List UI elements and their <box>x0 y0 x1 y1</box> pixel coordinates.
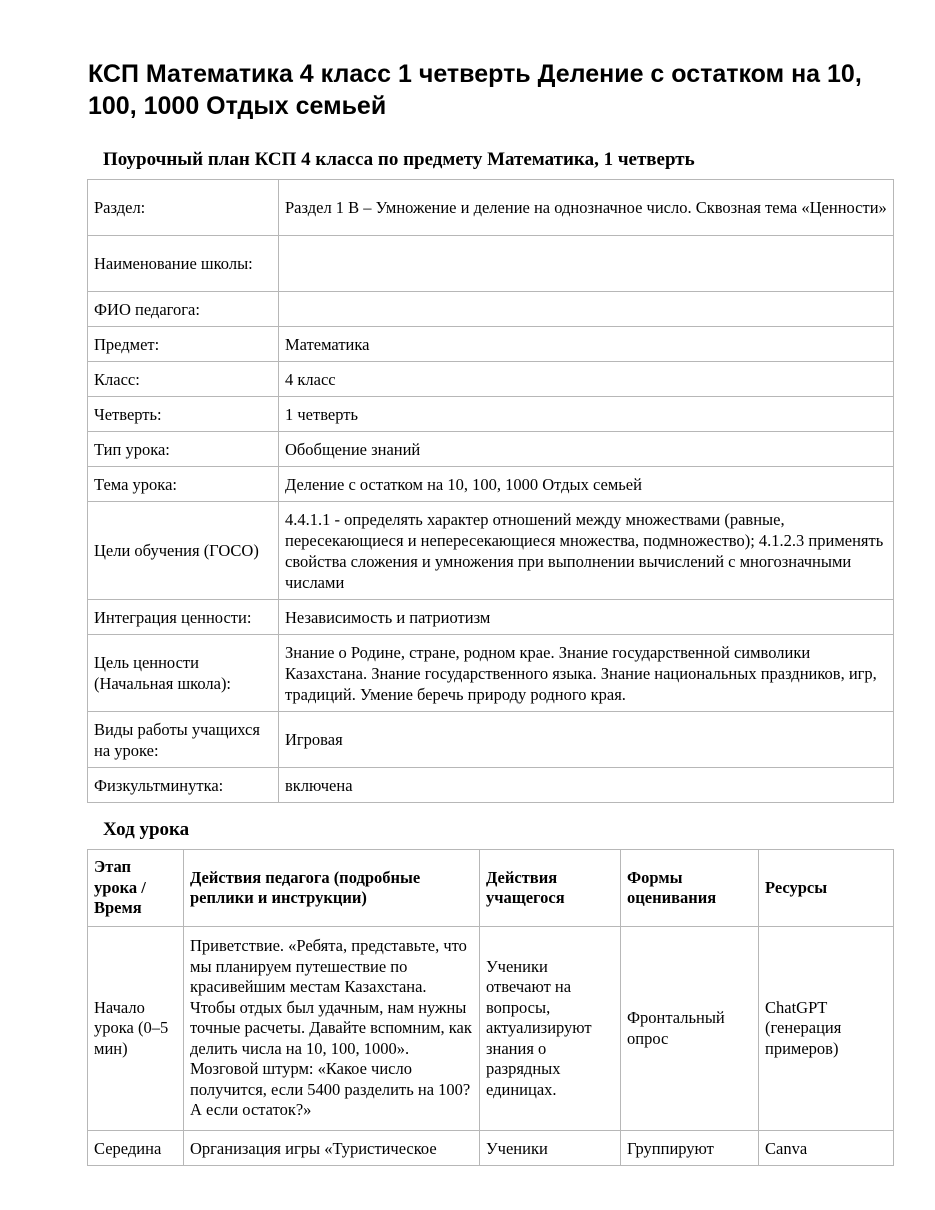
info-row-grade <box>88 362 894 397</box>
info-label: Интеграция ценности: <box>88 600 279 635</box>
lesson-row <box>88 1131 894 1166</box>
document-title: КСП Математика 4 класс 1 четверть Деление с остатком на 10, 100, 1000 Отдых семьей <box>88 60 862 120</box>
info-value: 4.4.1.1 - определять характер отношений между множествами (равные, пересекающиеся и непересекающиеся множества, подмножество); 4.1.2.3 применять свойства сложения и умножения при выполнении вычислений с многозначными числами <box>279 502 894 600</box>
info-row-value-integration <box>88 600 894 635</box>
info-label: Класс: <box>88 362 279 397</box>
info-value: Знание о Родине, стране, родном крае. Знание государственной символики Казахстана. Знание государственного языка. Знание национальных праздников, игр, традиций. Умение беречь природу родного края. <box>279 635 894 712</box>
info-row-learning-goals <box>88 502 894 600</box>
info-value: 4 класс <box>279 362 894 397</box>
info-row-subject <box>88 327 894 362</box>
lesson-header-row <box>88 850 894 927</box>
info-row-lesson-topic <box>88 467 894 502</box>
info-value: Раздел 1 В – Умножение и деление на однозначное число. Сквозная тема «Ценности» <box>279 180 894 236</box>
info-value: Обобщение знаний <box>279 432 894 467</box>
info-label: Тема урока: <box>88 467 279 502</box>
info-label: Предмет: <box>88 327 279 362</box>
lesson-info-table <box>87 179 894 803</box>
resources: Canva <box>759 1131 894 1166</box>
column-header-stage: Этап урока / Время <box>88 850 184 927</box>
assessment-form: Группируют <box>621 1131 759 1166</box>
info-value: Игровая <box>279 712 894 768</box>
info-label: Цель ценности (Начальная школа): <box>88 635 279 712</box>
info-label: Виды работы учащихся на уроке: <box>88 712 279 768</box>
info-value: Деление с остатком на 10, 100, 1000 Отдых семьей <box>279 467 894 502</box>
info-row-value-goal <box>88 635 894 712</box>
info-value: Независимость и патриотизм <box>279 600 894 635</box>
lesson-progress-heading: Ход урока <box>103 819 190 840</box>
column-header-student-actions: Действия учащегося <box>480 850 621 927</box>
info-value <box>279 236 894 292</box>
lesson-stage: Начало урока (0–5 мин) <box>88 927 184 1131</box>
info-label: Четверть: <box>88 397 279 432</box>
info-row-work-types <box>88 712 894 768</box>
info-row-physical-break <box>88 768 894 803</box>
info-label: Цели обучения (ГОСО) <box>88 502 279 600</box>
info-value <box>279 292 894 327</box>
info-row-school <box>88 236 894 292</box>
teacher-actions: Организация игры «Туристическое <box>184 1131 480 1166</box>
info-label: Наименование школы: <box>88 236 279 292</box>
info-label: Раздел: <box>88 180 279 236</box>
info-row-section <box>88 180 894 236</box>
info-row-lesson-type <box>88 432 894 467</box>
info-value: 1 четверть <box>279 397 894 432</box>
teacher-actions: Приветствие. «Ребята, представьте, что мы планируем путешествие по красивейшим местам Казахстана. Чтобы отдых был удачным, нам нужны точные расчеты. Давайте вспомним, как делить числа на 10, 100, 1000». Мозговой штурм: «Какое число получится, если 5400 разделить на 100? А если остаток?» <box>184 927 480 1131</box>
info-label: Физкультминутка: <box>88 768 279 803</box>
info-value: Математика <box>279 327 894 362</box>
student-actions: Ученики отвечают на вопросы, актуализируют знания о разрядных единицах. <box>480 927 621 1131</box>
info-value: включена <box>279 768 894 803</box>
column-header-assessment: Формы оценивания <box>621 850 759 927</box>
assessment-form: Фронтальный опрос <box>621 927 759 1131</box>
info-row-quarter <box>88 397 894 432</box>
info-label: Тип урока: <box>88 432 279 467</box>
lesson-stage: Середина <box>88 1131 184 1166</box>
lesson-row <box>88 927 894 1131</box>
column-header-resources: Ресурсы <box>759 850 894 927</box>
resources: ChatGPT (генерация примеров) <box>759 927 894 1131</box>
info-label: ФИО педагога: <box>88 292 279 327</box>
column-header-teacher-actions: Действия педагога (подробные реплики и инструкции) <box>184 850 480 927</box>
student-actions: Ученики <box>480 1131 621 1166</box>
lesson-progress-table <box>87 849 894 1166</box>
info-row-teacher <box>88 292 894 327</box>
plan-heading: Поурочный план КСП 4 класса по предмету Математика, 1 четверть <box>103 149 695 170</box>
